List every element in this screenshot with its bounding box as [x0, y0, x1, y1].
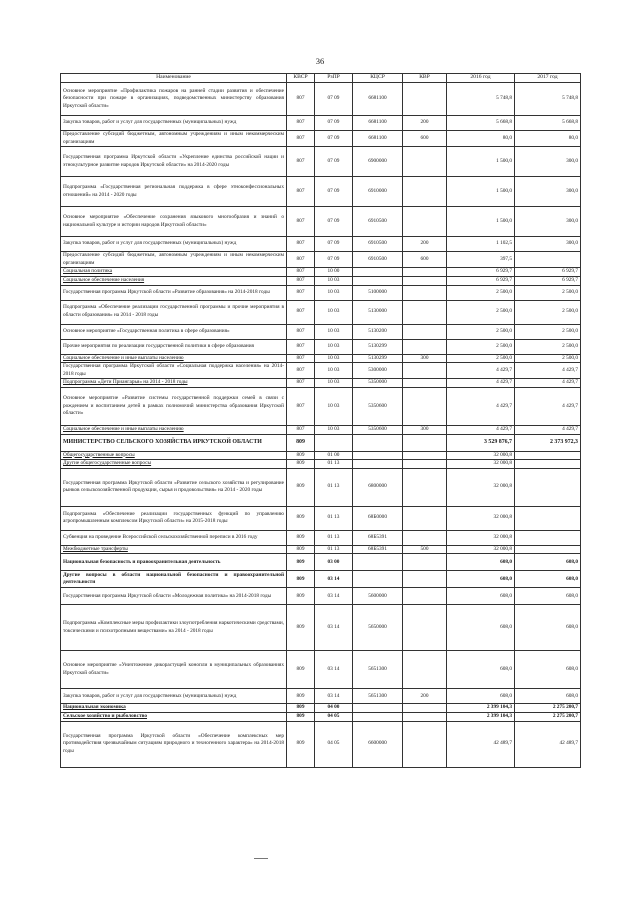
cell-kcsr: 6600000	[353, 721, 403, 767]
cell-rzpr: 03 14	[315, 571, 353, 588]
cell-rzpr: 10 03	[315, 354, 353, 363]
cell-kvsr: 807	[287, 379, 315, 388]
cell-2017: 4 429,7	[515, 363, 581, 379]
cell-rzpr: 10 03	[315, 387, 353, 425]
cell-name: Основное мероприятие «Обеспечение сохранения языкового многообразия и знаний о национальной культуре и истории народов Иркутской области»	[61, 207, 287, 237]
table-row	[61, 387, 581, 425]
cell-kvr	[403, 554, 447, 571]
cell-kvr	[403, 276, 447, 285]
cell-rzpr: 03 14	[315, 588, 353, 605]
cell-rzpr: 01 13	[315, 460, 353, 469]
cell-name: Закупка товаров, работ и услуг для государственных (муниципальных) нужд	[61, 689, 287, 704]
cell-kcsr	[353, 571, 403, 588]
cell-name: Социальная политика	[61, 268, 287, 277]
table-row	[61, 425, 581, 434]
cell-2016: 2 500,0	[447, 339, 515, 354]
cell-name: Прочие мероприятия по реализации государственной политики в сфере образования	[61, 339, 287, 354]
table-row	[61, 571, 581, 588]
cell-2017: 4 429,7	[515, 387, 581, 425]
cell-name: Социальное обеспечение и иные выплаты населению	[61, 354, 287, 363]
cell-2017: 2 500,0	[515, 339, 581, 354]
cell-rzpr: 01 13	[315, 468, 353, 506]
cell-kvsr: 807	[287, 324, 315, 339]
table-row	[61, 177, 581, 207]
cell-kvsr: 807	[287, 116, 315, 131]
cell-kvsr: 809	[287, 571, 315, 588]
cell-name: Субвенция на проведение Всероссийской сельскохозяйственной переписи в 2016 году	[61, 530, 287, 545]
cell-kcsr: 68Б0000	[353, 506, 403, 530]
cell-kvr	[403, 460, 447, 469]
table-row	[61, 147, 581, 177]
header-rzpr: РзПР	[315, 74, 353, 83]
cell-2017	[515, 468, 581, 506]
cell-kvr: 600	[403, 131, 447, 147]
table-row	[61, 689, 581, 704]
cell-name: Общегосударственные вопросы	[61, 451, 287, 460]
cell-2016: 1 500,0	[447, 147, 515, 177]
table-header-row	[61, 74, 581, 83]
cell-kvsr: 807	[287, 354, 315, 363]
cell-2016: 42 489,7	[447, 721, 515, 767]
cell-kvr	[403, 588, 447, 605]
cell-kvsr: 809	[287, 506, 315, 530]
cell-kvr	[403, 506, 447, 530]
cell-rzpr: 07 09	[315, 252, 353, 268]
budget-table	[60, 73, 581, 768]
cell-2017	[515, 506, 581, 530]
cell-kcsr: 6910500	[353, 207, 403, 237]
cell-2016: 397,5	[447, 252, 515, 268]
cell-kvr	[403, 571, 447, 588]
cell-2016: 80,0	[447, 131, 515, 147]
cell-rzpr: 10 03	[315, 300, 353, 324]
cell-rzpr: 10 03	[315, 324, 353, 339]
cell-2017: 608,0	[515, 588, 581, 605]
cell-kvr	[403, 451, 447, 460]
cell-2016: 2 500,0	[447, 285, 515, 300]
cell-rzpr: 07 09	[315, 237, 353, 252]
header-kcsr: КЦСР	[353, 74, 403, 83]
header-kvsr: КВСР	[287, 74, 315, 83]
cell-2017: 300,0	[515, 147, 581, 177]
cell-kvr: 500	[403, 545, 447, 554]
cell-rzpr: 07 09	[315, 207, 353, 237]
cell-name: Сельское хозяйство и рыболовство	[61, 712, 287, 721]
cell-2016: 608,0	[447, 605, 515, 651]
cell-2016: 32 000,8	[447, 468, 515, 506]
cell-2017: 2 275 200,7	[515, 712, 581, 721]
table-row	[61, 554, 581, 571]
cell-2016: 5 748,8	[447, 83, 515, 116]
cell-name: Другие вопросы в области национальной безопасности и правоохранительной деятельности	[61, 571, 287, 588]
cell-kvsr: 809	[287, 554, 315, 571]
table-row	[61, 252, 581, 268]
cell-kcsr: 6910000	[353, 177, 403, 207]
cell-rzpr: 10 03	[315, 285, 353, 300]
table-row	[61, 379, 581, 388]
cell-rzpr: 03 14	[315, 651, 353, 689]
cell-kvsr: 807	[287, 268, 315, 277]
table-row	[61, 712, 581, 721]
cell-kvr: 600	[403, 252, 447, 268]
cell-kvr	[403, 268, 447, 277]
table-row	[61, 116, 581, 131]
cell-2017: 80,0	[515, 131, 581, 147]
cell-name: Государственная программа Иркутской области «Обеспечение комплексных мер противодействия чрезвычайным ситуациям природного и техногенного характера» на 2014-2018 годы	[61, 721, 287, 767]
cell-name: Основное мероприятие «Государственная политика в сфере образования»	[61, 324, 287, 339]
cell-name: Подпрограмма «Обеспечение реализации государственных функций по управлению агропромышленным комплексом Иркутской области» на 2015-2018 годы	[61, 506, 287, 530]
table-row	[61, 268, 581, 277]
cell-name: Государственная программа Иркутской области «Развитие сельского хозяйства и регулирование рынков сельскохозяйственной продукции, сырья и продовольствия» на 2014 - 2020 годы	[61, 468, 287, 506]
cell-2016: 3 529 876,7	[447, 434, 515, 451]
cell-2017: 608,0	[515, 571, 581, 588]
cell-kcsr: 5350600	[353, 425, 403, 434]
cell-2016: 32 000,8	[447, 530, 515, 545]
cell-2017	[515, 545, 581, 554]
cell-kvr	[403, 434, 447, 451]
cell-kvsr: 809	[287, 689, 315, 704]
cell-rzpr: 03 14	[315, 689, 353, 704]
cell-kvsr: 807	[287, 339, 315, 354]
cell-kvr	[403, 300, 447, 324]
table-row	[61, 651, 581, 689]
cell-kvsr: 807	[287, 276, 315, 285]
table-row	[61, 237, 581, 252]
cell-2017: 2 275 200,7	[515, 704, 581, 713]
table-row	[61, 339, 581, 354]
cell-name: Подпрограмма «Дети Приангарья» на 2014 - 2018 годы	[61, 379, 287, 388]
cell-kvr	[403, 704, 447, 713]
cell-2017: 608,0	[515, 651, 581, 689]
cell-rzpr	[315, 434, 353, 451]
cell-2016: 2 500,0	[447, 354, 515, 363]
cell-kvsr: 809	[287, 460, 315, 469]
cell-kcsr: 6900000	[353, 147, 403, 177]
table-row	[61, 363, 581, 379]
table-row	[61, 131, 581, 147]
cell-kvr	[403, 177, 447, 207]
table-row	[61, 545, 581, 554]
cell-kcsr: 6681100	[353, 116, 403, 131]
cell-2017: 2 500,0	[515, 324, 581, 339]
cell-kcsr	[353, 704, 403, 713]
cell-rzpr: 01 13	[315, 530, 353, 545]
cell-2017: 4 429,7	[515, 379, 581, 388]
cell-rzpr: 10 03	[315, 379, 353, 388]
cell-name: Подпрограмма «Обеспечение реализации государственной программы и прочие мероприятия в области образования» на 2014 - 2018 годы	[61, 300, 287, 324]
cell-rzpr: 04 05	[315, 721, 353, 767]
cell-kcsr: 5350600	[353, 387, 403, 425]
cell-name: Основное мероприятие «Уничтожение дикорастущей конопли в муниципальных образованиях Иркутской области»	[61, 651, 287, 689]
cell-2016: 32 000,8	[447, 460, 515, 469]
cell-kcsr: 68Б5391	[353, 530, 403, 545]
cell-name: Предоставление субсидий бюджетным, автономным учреждениям и иным некоммерческим организациям	[61, 131, 287, 147]
cell-kvr	[403, 721, 447, 767]
cell-2016: 5 668,8	[447, 116, 515, 131]
cell-kvsr: 809	[287, 651, 315, 689]
cell-kvr	[403, 530, 447, 545]
cell-name: МИНИСТЕРСТВО СЕЛЬСКОГО ХОЗЯЙСТВА ИРКУТСКОЙ ОБЛАСТИ	[61, 434, 287, 451]
cell-2017: 300,0	[515, 207, 581, 237]
cell-kvr	[403, 339, 447, 354]
cell-2017: 5 668,8	[515, 116, 581, 131]
cell-name: Предоставление субсидий бюджетным, автономным учреждениям и иным некоммерческим организациям	[61, 252, 287, 268]
cell-2016: 608,0	[447, 571, 515, 588]
cell-rzpr: 10 03	[315, 425, 353, 434]
cell-name: Социальное обеспечение населения	[61, 276, 287, 285]
cell-kcsr	[353, 276, 403, 285]
cell-kvsr: 807	[287, 425, 315, 434]
cell-name: Государственная программа Иркутской области «Социальная поддержка населения» на 2014-2018 годы	[61, 363, 287, 379]
cell-2017	[515, 460, 581, 469]
cell-rzpr: 01 13	[315, 506, 353, 530]
header-name: Наименование	[61, 74, 287, 83]
cell-name: Основное мероприятие «Развитие системы государственной поддержки семей в связи с рождением и воспитанием детей в рамках полномочий министерства образования Иркутской области»	[61, 387, 287, 425]
cell-rzpr: 04 05	[315, 712, 353, 721]
cell-kcsr	[353, 712, 403, 721]
cell-name: Закупка товаров, работ и услуг для государственных (муниципальных) нужд	[61, 116, 287, 131]
cell-rzpr: 10 03	[315, 276, 353, 285]
cell-kcsr: 6910500	[353, 237, 403, 252]
cell-name: Другие общегосударственные вопросы	[61, 460, 287, 469]
table-row	[61, 207, 581, 237]
cell-name: Подпрограмма «Государственная региональная поддержка в сфере этноконфессиональных отношений» на 2014 - 2020 годы	[61, 177, 287, 207]
cell-rzpr: 03 14	[315, 605, 353, 651]
cell-kcsr: 5651300	[353, 689, 403, 704]
cell-2016: 4 429,7	[447, 387, 515, 425]
cell-kvr: 300	[403, 354, 447, 363]
cell-rzpr: 04 00	[315, 704, 353, 713]
cell-rzpr: 01 13	[315, 545, 353, 554]
cell-kvr	[403, 379, 447, 388]
cell-kvsr: 809	[287, 721, 315, 767]
cell-kcsr	[353, 451, 403, 460]
cell-kcsr	[353, 434, 403, 451]
cell-name: Государственная программа Иркутской области «Развитие образования» на 2014-2018 годы	[61, 285, 287, 300]
cell-2016: 32 000,8	[447, 545, 515, 554]
cell-2016: 6 929,7	[447, 276, 515, 285]
page-number: 36	[315, 56, 325, 66]
cell-2017: 2 500,0	[515, 300, 581, 324]
cell-kvr	[403, 324, 447, 339]
cell-kvr	[403, 83, 447, 116]
table-row	[61, 354, 581, 363]
cell-kcsr	[353, 554, 403, 571]
cell-kvsr: 809	[287, 468, 315, 506]
cell-kvsr: 807	[287, 83, 315, 116]
cell-kvsr: 807	[287, 177, 315, 207]
cell-rzpr: 07 09	[315, 147, 353, 177]
cell-kvsr: 807	[287, 387, 315, 425]
table-row	[61, 588, 581, 605]
cell-kvsr: 807	[287, 300, 315, 324]
cell-2017: 2 500,0	[515, 285, 581, 300]
cell-rzpr: 10 03	[315, 339, 353, 354]
cell-2016: 1 500,0	[447, 207, 515, 237]
cell-2016: 32 000,8	[447, 506, 515, 530]
cell-2017: 42 489,7	[515, 721, 581, 767]
cell-2017: 608,0	[515, 689, 581, 704]
cell-2016: 4 429,7	[447, 379, 515, 388]
table-row	[61, 434, 581, 451]
cell-rzpr: 07 09	[315, 131, 353, 147]
cell-kvsr: 807	[287, 131, 315, 147]
cell-2017: 6 929,7	[515, 268, 581, 277]
cell-2017: 5 748,8	[515, 83, 581, 116]
cell-kvr	[403, 387, 447, 425]
cell-2016: 2 399 104,3	[447, 704, 515, 713]
cell-kvsr: 807	[287, 252, 315, 268]
header-2017: 2017 год	[515, 74, 581, 83]
cell-kvsr: 809	[287, 588, 315, 605]
cell-2016: 608,0	[447, 689, 515, 704]
cell-kvsr: 809	[287, 605, 315, 651]
cell-rzpr: 07 09	[315, 83, 353, 116]
cell-2016: 1 500,0	[447, 177, 515, 207]
cell-kvsr: 809	[287, 704, 315, 713]
cell-kvr: 200	[403, 689, 447, 704]
cell-2016: 608,0	[447, 554, 515, 571]
cell-kvr: 200	[403, 237, 447, 252]
cell-kvsr: 809	[287, 434, 315, 451]
cell-kvr: 200	[403, 116, 447, 131]
cell-rzpr: 01 00	[315, 451, 353, 460]
table-row	[61, 324, 581, 339]
cell-2016: 2 500,0	[447, 300, 515, 324]
cell-kvr	[403, 207, 447, 237]
cell-kvr: 300	[403, 425, 447, 434]
cell-name: Основное мероприятие «Профилактика пожаров на ранней стадии развития и обеспечение безопасности при пожаре в организациях, подведомственных министерству образования Иркутской области»	[61, 83, 287, 116]
cell-2017: 2 373 972,3	[515, 434, 581, 451]
cell-rzpr: 10 03	[315, 363, 353, 379]
table-row	[61, 285, 581, 300]
cell-kvsr: 807	[287, 363, 315, 379]
cell-2017	[515, 252, 581, 268]
cell-2016: 608,0	[447, 588, 515, 605]
cell-2017: 300,0	[515, 237, 581, 252]
cell-2017: 608,0	[515, 554, 581, 571]
table-row	[61, 506, 581, 530]
cell-kvsr: 807	[287, 147, 315, 177]
cell-2016: 32 000,8	[447, 451, 515, 460]
cell-kcsr: 5600000	[353, 588, 403, 605]
cell-kcsr: 6681100	[353, 83, 403, 116]
cell-kcsr: 5300000	[353, 363, 403, 379]
cell-2016: 1 102,5	[447, 237, 515, 252]
cell-kvr	[403, 147, 447, 177]
cell-rzpr: 03 00	[315, 554, 353, 571]
cell-2017	[515, 530, 581, 545]
cell-2016: 608,0	[447, 651, 515, 689]
table-row	[61, 83, 581, 116]
cell-kvsr: 809	[287, 545, 315, 554]
table-row	[61, 276, 581, 285]
table-row	[61, 530, 581, 545]
cell-rzpr: 07 09	[315, 116, 353, 131]
cell-kcsr: 6800000	[353, 468, 403, 506]
cell-name: Национальная экономика	[61, 704, 287, 713]
cell-2017: 6 929,7	[515, 276, 581, 285]
cell-kvr	[403, 468, 447, 506]
cell-kcsr: 68Б5391	[353, 545, 403, 554]
cell-kvsr: 807	[287, 237, 315, 252]
cell-name: Государственная программа Иркутской области «Укрепление единства российской нации и этнокультурное развитие народов Иркутской области» на 2014-2020 годы	[61, 147, 287, 177]
scan-mark	[254, 858, 268, 859]
cell-kvsr: 807	[287, 285, 315, 300]
cell-kvsr: 807	[287, 207, 315, 237]
table-row	[61, 300, 581, 324]
cell-kcsr: 6910500	[353, 252, 403, 268]
table-row	[61, 468, 581, 506]
cell-kcsr	[353, 460, 403, 469]
header-2016: 2016 год	[447, 74, 515, 83]
cell-2017	[515, 451, 581, 460]
cell-2016: 6 929,7	[447, 268, 515, 277]
cell-name: Социальное обеспечение и иные выплаты населению	[61, 425, 287, 434]
header-kvr: КВР	[403, 74, 447, 83]
table-row	[61, 451, 581, 460]
cell-name: Национальная безопасность и правоохранительная деятельность	[61, 554, 287, 571]
cell-2017: 2 500,0	[515, 354, 581, 363]
cell-kvr	[403, 285, 447, 300]
cell-kvr	[403, 651, 447, 689]
table-row	[61, 460, 581, 469]
cell-kcsr: 5651300	[353, 651, 403, 689]
cell-kcsr: 5350000	[353, 379, 403, 388]
cell-kcsr: 5130000	[353, 300, 403, 324]
cell-kcsr: 5100000	[353, 285, 403, 300]
table-body	[61, 83, 581, 768]
cell-kcsr: 5650000	[353, 605, 403, 651]
cell-kvsr: 809	[287, 451, 315, 460]
cell-name: Государственная программа Иркутской области «Молодежная политика» на 2014-2018 годы	[61, 588, 287, 605]
cell-rzpr: 07 09	[315, 177, 353, 207]
table-row	[61, 704, 581, 713]
cell-kvsr: 809	[287, 530, 315, 545]
cell-kvr	[403, 363, 447, 379]
cell-2017: 608,0	[515, 605, 581, 651]
table-row	[61, 721, 581, 767]
cell-2016: 2 399 104,3	[447, 712, 515, 721]
cell-kvr	[403, 712, 447, 721]
cell-name: Подпрограмма «Комплексные меры профилактики злоупотребления наркотическими средствами, токсическими и психотропными веществами» на 2014 - 2018 годы	[61, 605, 287, 651]
table-row	[61, 605, 581, 651]
cell-2017: 4 429,7	[515, 425, 581, 434]
cell-kvr	[403, 605, 447, 651]
cell-rzpr: 10 00	[315, 268, 353, 277]
cell-name: Межбюджетные трансферты	[61, 545, 287, 554]
cell-name: Закупка товаров, работ и услуг для государственных (муниципальных) нужд	[61, 237, 287, 252]
cell-2017: 300,0	[515, 177, 581, 207]
cell-2016: 4 429,7	[447, 425, 515, 434]
cell-kvsr: 809	[287, 712, 315, 721]
cell-2016: 4 429,7	[447, 363, 515, 379]
cell-kcsr: 6681100	[353, 131, 403, 147]
cell-2016: 2 500,0	[447, 324, 515, 339]
cell-kcsr	[353, 268, 403, 277]
cell-kcsr: 5130299	[353, 339, 403, 354]
cell-kcsr: 5130200	[353, 324, 403, 339]
cell-kcsr: 5130299	[353, 354, 403, 363]
